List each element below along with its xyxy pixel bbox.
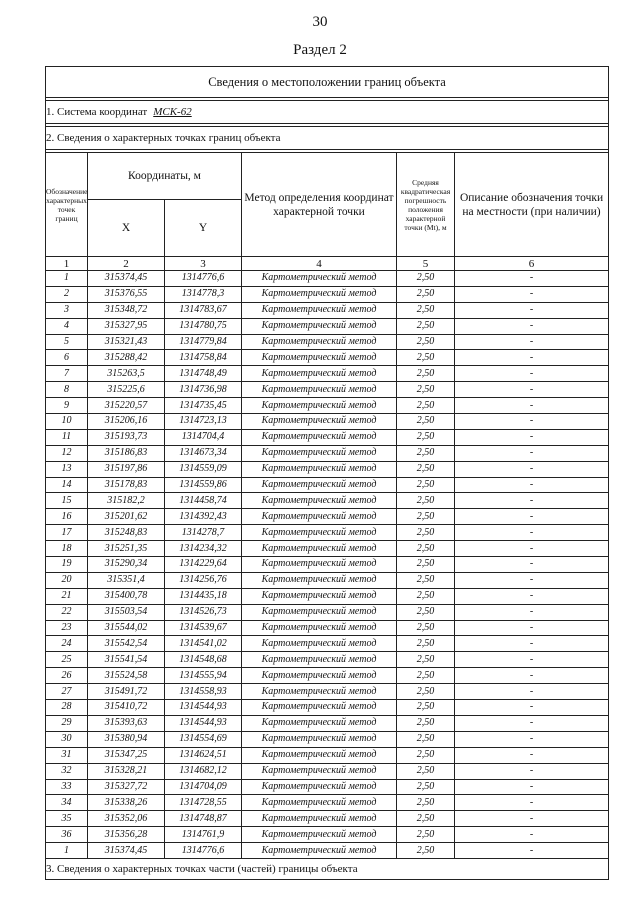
- x-coordinate: 315321,43: [88, 334, 165, 350]
- point-number: 19: [46, 557, 88, 573]
- description-cell: -: [455, 636, 609, 652]
- x-coordinate: 315356,28: [88, 827, 165, 843]
- error-cell: 2,50: [397, 715, 455, 731]
- description-cell: -: [455, 429, 609, 445]
- y-coordinate: 1314554,69: [165, 731, 242, 747]
- description-cell: -: [455, 477, 609, 493]
- table-row: [46, 350, 609, 366]
- x-coordinate: 315376,55: [88, 286, 165, 302]
- error-cell: 2,50: [397, 684, 455, 700]
- method-cell: Картометрический метод: [242, 334, 397, 350]
- parts-section-label: 3. Сведения о характерных точках части (частей) границы объекта: [46, 858, 609, 879]
- error-cell: 2,50: [397, 541, 455, 557]
- error-cell: 2,50: [397, 525, 455, 541]
- y-coordinate: 1314624,51: [165, 747, 242, 763]
- y-coordinate: 1314544,93: [165, 700, 242, 716]
- point-number: 17: [46, 525, 88, 541]
- error-cell: 2,50: [397, 620, 455, 636]
- point-number: 5: [46, 334, 88, 350]
- point-number: 30: [46, 731, 88, 747]
- y-coordinate: 1314758,84: [165, 350, 242, 366]
- table-row: [46, 747, 609, 763]
- y-coordinate: 1314704,09: [165, 779, 242, 795]
- point-number: 4: [46, 318, 88, 334]
- y-coordinate: 1314704,4: [165, 429, 242, 445]
- point-number: 25: [46, 652, 88, 668]
- table-row: [46, 541, 609, 557]
- error-cell: 2,50: [397, 636, 455, 652]
- method-cell: Картометрический метод: [242, 461, 397, 477]
- x-coordinate: 315544,02: [88, 620, 165, 636]
- error-cell: 2,50: [397, 414, 455, 430]
- point-number: 10: [46, 414, 88, 430]
- table-row: [46, 715, 609, 731]
- x-coordinate: 315263,5: [88, 366, 165, 382]
- description-cell: -: [455, 747, 609, 763]
- error-header: Средняя квадратическая погрешность положения характерной точки (Mt), м: [397, 153, 455, 257]
- coordinate-system-label: 1. Система координат: [46, 106, 148, 118]
- description-cell: -: [455, 763, 609, 779]
- method-cell: Картометрический метод: [242, 652, 397, 668]
- point-number: 11: [46, 429, 88, 445]
- description-cell: -: [455, 509, 609, 525]
- description-cell: -: [455, 604, 609, 620]
- point-number: 24: [46, 636, 88, 652]
- table-row: [46, 779, 609, 795]
- error-cell: 2,50: [397, 795, 455, 811]
- error-cell: 2,50: [397, 827, 455, 843]
- method-cell: Картометрический метод: [242, 684, 397, 700]
- page-number: 30: [312, 14, 328, 30]
- error-cell: 2,50: [397, 509, 455, 525]
- y-coordinate: 1314673,34: [165, 445, 242, 461]
- boundary-table: [45, 66, 609, 880]
- description-cell: -: [455, 572, 609, 588]
- section-title: Раздел 2: [293, 42, 347, 58]
- point-number: 3: [46, 302, 88, 318]
- y-coordinate: 1314776,6: [165, 843, 242, 859]
- coordinate-system-line: [46, 101, 609, 124]
- x-coordinate: 315193,73: [88, 429, 165, 445]
- method-cell: Картометрический метод: [242, 700, 397, 716]
- y-coordinate: 1314559,86: [165, 477, 242, 493]
- table-row: [46, 652, 609, 668]
- method-cell: Картометрический метод: [242, 557, 397, 573]
- x-coordinate: 315248,83: [88, 525, 165, 541]
- y-coordinate: 1314435,18: [165, 588, 242, 604]
- table-row: [46, 636, 609, 652]
- y-coordinate: 1314558,93: [165, 684, 242, 700]
- method-cell: Картометрический метод: [242, 477, 397, 493]
- point-number: 34: [46, 795, 88, 811]
- y-coordinate: 1314555,94: [165, 668, 242, 684]
- method-cell: Картометрический метод: [242, 509, 397, 525]
- description-cell: -: [455, 461, 609, 477]
- description-cell: -: [455, 493, 609, 509]
- x-coordinate: 315410,72: [88, 700, 165, 716]
- table-row: [46, 572, 609, 588]
- point-number: 35: [46, 811, 88, 827]
- method-cell: Картометрический метод: [242, 779, 397, 795]
- y-coordinate: 1314559,09: [165, 461, 242, 477]
- x-coordinate: 315374,45: [88, 271, 165, 287]
- points-table-body: [46, 271, 609, 859]
- error-cell: 2,50: [397, 668, 455, 684]
- error-cell: 2,50: [397, 334, 455, 350]
- error-cell: 2,50: [397, 572, 455, 588]
- description-cell: -: [455, 286, 609, 302]
- description-cell: -: [455, 715, 609, 731]
- table-row: [46, 509, 609, 525]
- point-number: 33: [46, 779, 88, 795]
- table-row: [46, 286, 609, 302]
- point-number: 20: [46, 572, 88, 588]
- y-coordinate: 1314748,49: [165, 366, 242, 382]
- point-number: 13: [46, 461, 88, 477]
- x-coordinate: 315327,72: [88, 779, 165, 795]
- column-number: 1: [46, 257, 88, 271]
- designation-header: Обозначение характерных точек границ: [46, 153, 88, 257]
- table-row: [46, 811, 609, 827]
- y-coordinate: 1314526,73: [165, 604, 242, 620]
- method-cell: Картометрический метод: [242, 668, 397, 684]
- method-cell: Картометрический метод: [242, 620, 397, 636]
- table-row: [46, 366, 609, 382]
- table-row: [46, 557, 609, 573]
- y-coordinate: 1314458,74: [165, 493, 242, 509]
- point-number: 36: [46, 827, 88, 843]
- x-coordinate: 315542,54: [88, 636, 165, 652]
- x-coordinate: 315352,06: [88, 811, 165, 827]
- x-coordinate: 315201,62: [88, 509, 165, 525]
- x-coordinate: 315393,63: [88, 715, 165, 731]
- x-coordinate: 315225,6: [88, 382, 165, 398]
- method-cell: Картометрический метод: [242, 445, 397, 461]
- y-coordinate: 1314776,6: [165, 271, 242, 287]
- point-number: 28: [46, 700, 88, 716]
- method-cell: Картометрический метод: [242, 636, 397, 652]
- y-coordinate: 1314544,93: [165, 715, 242, 731]
- point-number: 9: [46, 398, 88, 414]
- error-cell: 2,50: [397, 779, 455, 795]
- table-row: [46, 668, 609, 684]
- description-cell: -: [455, 271, 609, 287]
- description-cell: -: [455, 366, 609, 382]
- x-coordinate: 315351,4: [88, 572, 165, 588]
- x-coordinate: 315288,42: [88, 350, 165, 366]
- error-cell: 2,50: [397, 747, 455, 763]
- error-cell: 2,50: [397, 398, 455, 414]
- coordinate-system-value: МСК-62: [153, 106, 192, 118]
- description-cell: -: [455, 827, 609, 843]
- error-cell: 2,50: [397, 477, 455, 493]
- table-row: [46, 731, 609, 747]
- x-coordinate: 315491,72: [88, 684, 165, 700]
- column-number: 3: [165, 257, 242, 271]
- y-coordinate: 1314748,87: [165, 811, 242, 827]
- error-cell: 2,50: [397, 588, 455, 604]
- description-cell: -: [455, 620, 609, 636]
- description-cell: -: [455, 525, 609, 541]
- description-cell: -: [455, 795, 609, 811]
- table-row: [46, 827, 609, 843]
- column-number: 5: [397, 257, 455, 271]
- method-header: Метод определения координат характерной точки: [242, 153, 397, 257]
- y-coordinate: 1314723,13: [165, 414, 242, 430]
- point-number: 15: [46, 493, 88, 509]
- error-cell: 2,50: [397, 604, 455, 620]
- x-coordinate: 315178,83: [88, 477, 165, 493]
- description-cell: -: [455, 652, 609, 668]
- table-row: [46, 588, 609, 604]
- method-cell: Картометрический метод: [242, 747, 397, 763]
- point-number: 18: [46, 541, 88, 557]
- method-cell: Картометрический метод: [242, 588, 397, 604]
- method-cell: Картометрический метод: [242, 572, 397, 588]
- description-cell: -: [455, 302, 609, 318]
- point-number: 8: [46, 382, 88, 398]
- x-coordinate: 315220,57: [88, 398, 165, 414]
- description-cell: -: [455, 811, 609, 827]
- error-cell: 2,50: [397, 366, 455, 382]
- method-cell: Картометрический метод: [242, 827, 397, 843]
- description-cell: -: [455, 541, 609, 557]
- method-cell: Картометрический метод: [242, 302, 397, 318]
- x-coordinate: 315197,86: [88, 461, 165, 477]
- method-cell: Картометрический метод: [242, 525, 397, 541]
- y-coordinate: 1314778,3: [165, 286, 242, 302]
- method-cell: Картометрический метод: [242, 318, 397, 334]
- description-cell: -: [455, 668, 609, 684]
- error-cell: 2,50: [397, 493, 455, 509]
- point-number: 32: [46, 763, 88, 779]
- error-cell: 2,50: [397, 382, 455, 398]
- x-coordinate: 315348,72: [88, 302, 165, 318]
- y-coordinate: 1314736,98: [165, 382, 242, 398]
- x-coordinate: 315524,58: [88, 668, 165, 684]
- table-row: [46, 414, 609, 430]
- description-cell: -: [455, 843, 609, 859]
- error-cell: 2,50: [397, 286, 455, 302]
- error-cell: 2,50: [397, 731, 455, 747]
- y-coordinate: 1314539,67: [165, 620, 242, 636]
- method-cell: Картометрический метод: [242, 843, 397, 859]
- table-row: [46, 445, 609, 461]
- table-row: [46, 271, 609, 287]
- method-cell: Картометрический метод: [242, 286, 397, 302]
- error-cell: 2,50: [397, 557, 455, 573]
- method-cell: Картометрический метод: [242, 604, 397, 620]
- y-coordinate: 1314278,7: [165, 525, 242, 541]
- table-row: [46, 604, 609, 620]
- x-coordinate: 315541,54: [88, 652, 165, 668]
- method-cell: Картометрический метод: [242, 429, 397, 445]
- description-cell: -: [455, 557, 609, 573]
- table-row: [46, 684, 609, 700]
- description-cell: -: [455, 318, 609, 334]
- error-cell: 2,50: [397, 461, 455, 477]
- x-coordinate: 315186,83: [88, 445, 165, 461]
- y-coordinate: 1314548,68: [165, 652, 242, 668]
- point-number: 31: [46, 747, 88, 763]
- table-row: [46, 302, 609, 318]
- y-coordinate: 1314234,32: [165, 541, 242, 557]
- table-row: [46, 334, 609, 350]
- error-cell: 2,50: [397, 700, 455, 716]
- error-cell: 2,50: [397, 652, 455, 668]
- error-cell: 2,50: [397, 429, 455, 445]
- x-coordinate: 315206,16: [88, 414, 165, 430]
- table-row: [46, 843, 609, 859]
- description-cell: -: [455, 731, 609, 747]
- table-row: [46, 382, 609, 398]
- method-cell: Картометрический метод: [242, 715, 397, 731]
- table-row: [46, 620, 609, 636]
- y-coordinate: 1314728,55: [165, 795, 242, 811]
- column-number: 6: [455, 257, 609, 271]
- point-number: 21: [46, 588, 88, 604]
- method-cell: Картометрический метод: [242, 350, 397, 366]
- column-number: 4: [242, 257, 397, 271]
- y-coordinate: 1314761,9: [165, 827, 242, 843]
- description-cell: -: [455, 398, 609, 414]
- point-number: 1: [46, 271, 88, 287]
- table-row: [46, 429, 609, 445]
- description-cell: -: [455, 350, 609, 366]
- description-header: Описание обозначения точки на местности (при наличии): [455, 153, 609, 257]
- x-coordinate: 315374,45: [88, 843, 165, 859]
- coordinates-header: Координаты, м: [88, 153, 242, 200]
- method-cell: Картометрический метод: [242, 763, 397, 779]
- point-number: 27: [46, 684, 88, 700]
- error-cell: 2,50: [397, 445, 455, 461]
- point-number: 14: [46, 477, 88, 493]
- error-cell: 2,50: [397, 302, 455, 318]
- method-cell: Картометрический метод: [242, 795, 397, 811]
- x-coordinate: 315380,94: [88, 731, 165, 747]
- table-row: [46, 398, 609, 414]
- x-coordinate: 315503,54: [88, 604, 165, 620]
- x-coordinate: 315400,78: [88, 588, 165, 604]
- description-cell: -: [455, 445, 609, 461]
- table-row: [46, 477, 609, 493]
- error-cell: 2,50: [397, 271, 455, 287]
- point-number: 23: [46, 620, 88, 636]
- column-number-row: [46, 257, 609, 271]
- method-cell: Картометрический метод: [242, 493, 397, 509]
- x-coordinate: 315327,95: [88, 318, 165, 334]
- table-row: [46, 795, 609, 811]
- error-cell: 2,50: [397, 763, 455, 779]
- point-number: 6: [46, 350, 88, 366]
- point-number: 29: [46, 715, 88, 731]
- table-row: [46, 525, 609, 541]
- description-cell: -: [455, 588, 609, 604]
- error-cell: 2,50: [397, 350, 455, 366]
- column-number: 2: [88, 257, 165, 271]
- y-coordinate: 1314256,76: [165, 572, 242, 588]
- table-title: Сведения о местоположении границ объекта: [46, 67, 609, 98]
- method-cell: Картометрический метод: [242, 398, 397, 414]
- y-coordinate: 1314779,84: [165, 334, 242, 350]
- point-number: 12: [46, 445, 88, 461]
- table-row: [46, 461, 609, 477]
- points-section-label: 2. Сведения о характерных точках границ объекта: [46, 127, 609, 150]
- point-number: 7: [46, 366, 88, 382]
- y-coordinate: 1314682,12: [165, 763, 242, 779]
- method-cell: Картометрический метод: [242, 541, 397, 557]
- method-cell: Картометрический метод: [242, 414, 397, 430]
- method-cell: Картометрический метод: [242, 731, 397, 747]
- method-cell: Картометрический метод: [242, 366, 397, 382]
- table-row: [46, 700, 609, 716]
- method-cell: Картометрический метод: [242, 271, 397, 287]
- x-coordinate: 315347,25: [88, 747, 165, 763]
- point-number: 22: [46, 604, 88, 620]
- error-cell: 2,50: [397, 318, 455, 334]
- x-coordinate: 315290,34: [88, 557, 165, 573]
- description-cell: -: [455, 684, 609, 700]
- x-coordinate: 315251,35: [88, 541, 165, 557]
- table-row: [46, 493, 609, 509]
- y-header: Y: [165, 200, 242, 257]
- error-cell: 2,50: [397, 843, 455, 859]
- method-cell: Картометрический метод: [242, 382, 397, 398]
- description-cell: -: [455, 414, 609, 430]
- y-coordinate: 1314780,75: [165, 318, 242, 334]
- description-cell: -: [455, 779, 609, 795]
- x-coordinate: 315328,21: [88, 763, 165, 779]
- x-header: X: [88, 200, 165, 257]
- y-coordinate: 1314783,67: [165, 302, 242, 318]
- description-cell: -: [455, 334, 609, 350]
- point-number: 2: [46, 286, 88, 302]
- point-number: 16: [46, 509, 88, 525]
- error-cell: 2,50: [397, 811, 455, 827]
- y-coordinate: 1314541,02: [165, 636, 242, 652]
- description-cell: -: [455, 700, 609, 716]
- method-cell: Картометрический метод: [242, 811, 397, 827]
- table-row: [46, 763, 609, 779]
- description-cell: -: [455, 382, 609, 398]
- x-coordinate: 315338,26: [88, 795, 165, 811]
- y-coordinate: 1314392,43: [165, 509, 242, 525]
- table-row: [46, 318, 609, 334]
- y-coordinate: 1314229,64: [165, 557, 242, 573]
- point-number: 26: [46, 668, 88, 684]
- x-coordinate: 315182,2: [88, 493, 165, 509]
- point-number: 1: [46, 843, 88, 859]
- y-coordinate: 1314735,45: [165, 398, 242, 414]
